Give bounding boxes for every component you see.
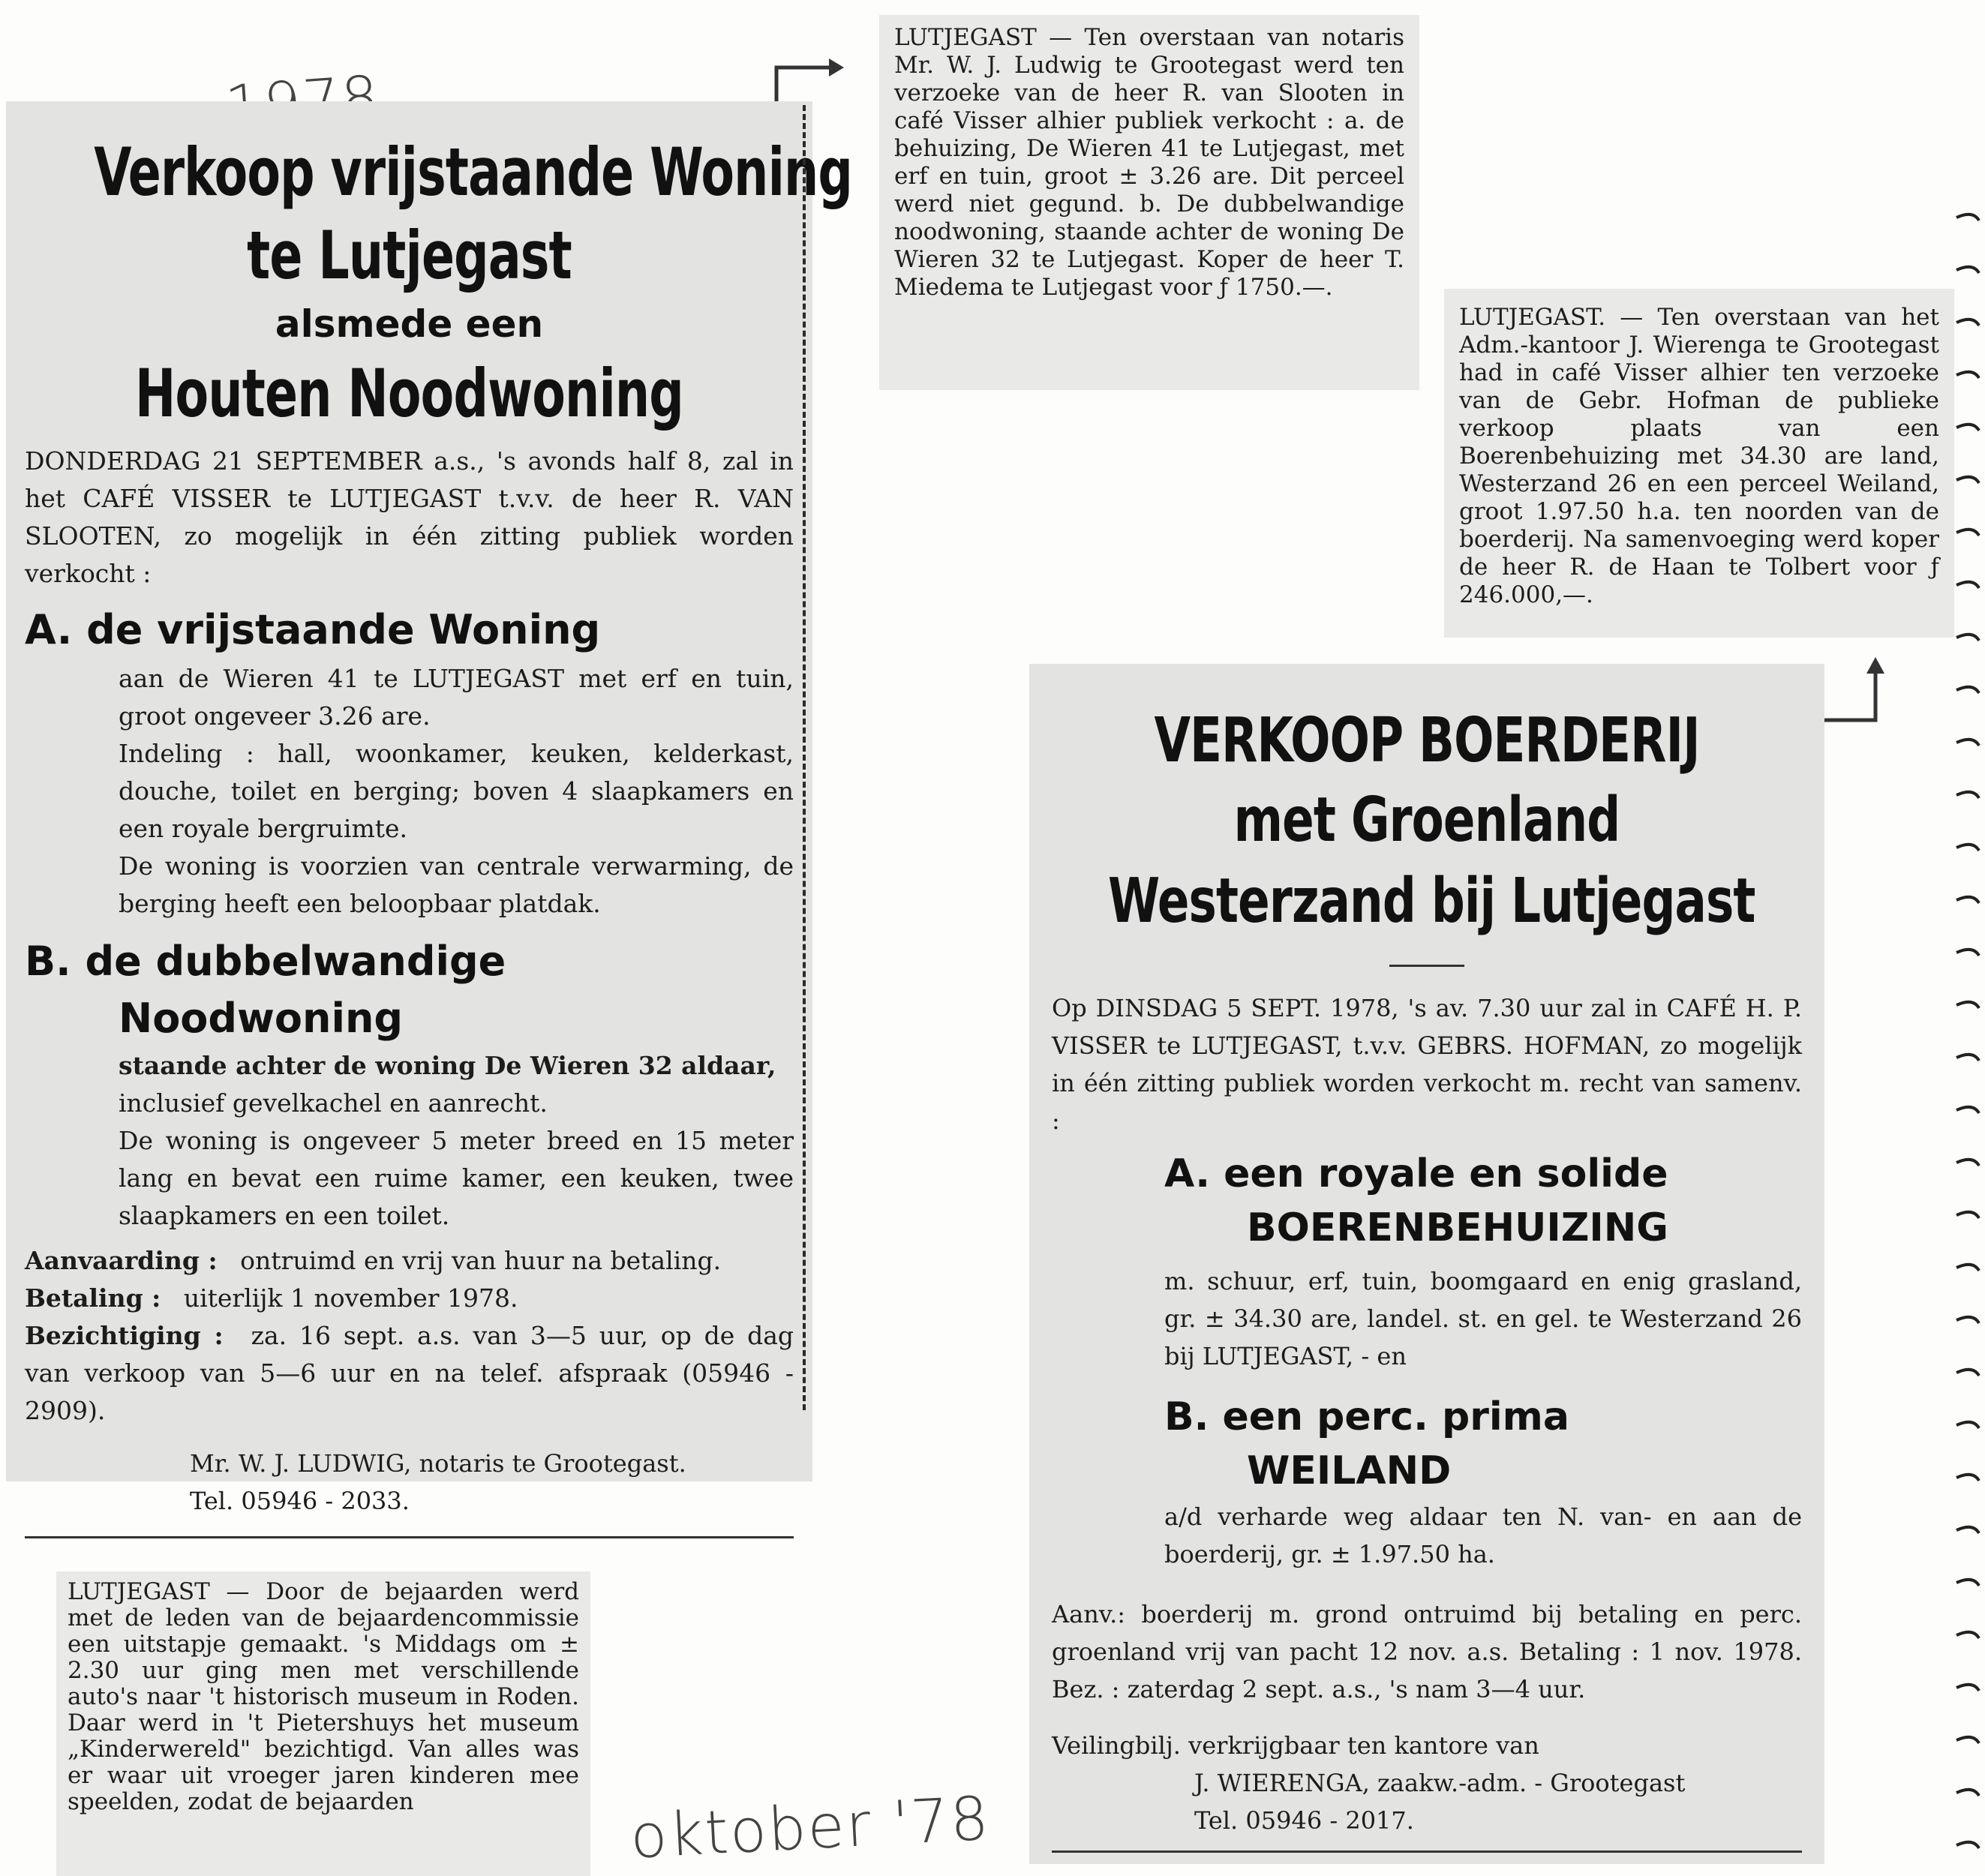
arrow-icon-right — [1819, 653, 1902, 728]
ad-bezichtiging-text: za. 16 sept. a.s. van 3—5 uur, op de dag van verkoop van 5—6 uur en na telef. afspraak (05946 - 2909). — [25, 1321, 794, 1425]
news-clip-verkocht-boerderij — [1444, 289, 1954, 638]
ad-intro: DONDERDAG 21 SEPTEMBER a.s., 's avonds half 8, zal in het CAFÉ VISSER te LUTJEGAST t.v.v. de heer R. VAN SLOOTEN, zo mogelijk in één zitting publiek worden verkocht : — [25, 446, 794, 588]
ad-section-b-location: staande achter de woning De Wieren 32 aldaar, — [119, 1051, 776, 1080]
ad-section-a-indeling: Indeling : hall, woonkamer, keuken, kelderkast, douche, toilet en berging; boven 4 slaapkamers en een royale bergruimte. — [119, 739, 794, 843]
news-right-text: LUTJEGAST. — Ten overstaan van het Adm.-kantoor J. Wierenga te Grootegast had in café Visser alhier ten verzoeke van de Gebr. Hofman de publieke verkoop plaats van een Boerenbehuizing met 34.30 are land, Westerzand 26 en een perceel Weiland, groot 1.97.50 h.a. ten noorden van de boerderij. Na samenvoeging werd koper de heer R. de Haan te Tolbert voor ƒ 246.000,—. — [1459, 304, 1939, 608]
ad-section-b-size: De woning is ongeveer 5 meter breed en 15 meter lang en bevat een ruime kamer, een keuken, twee slaapkamers en een toilet. — [119, 1126, 794, 1230]
ad-headline-3: Houten Noodwoning — [135, 355, 683, 432]
ad2-bottom-rule — [1052, 1850, 1802, 1853]
news-clip-verkocht-woning — [879, 15, 1419, 390]
ad-section-b-title: B. de dubbelwandige — [25, 938, 506, 985]
ad-notary: Mr. W. J. LUDWIG, notaris te Grootegast. — [190, 1449, 686, 1478]
ad-bottom-rule — [25, 1536, 794, 1538]
ad-headline-2: te Lutjegast — [247, 217, 572, 294]
ad-aanvaarding-text: ontruimd en vrij van huur na betaling. — [240, 1246, 722, 1275]
ad-verkoop-boerderij — [1029, 664, 1824, 1864]
ad-betaling-text: uiterlijk 1 november 1978. — [183, 1283, 518, 1313]
ad2-headline-2: met Groenland — [1233, 785, 1620, 856]
ad-bezichtiging — [25, 1317, 794, 1430]
ad2-terms: Aanv.: boerderij m. grond ontruimd bij betaling en perc. groenland vrij van pacht 12 nov. a.s. Betaling : 1 nov. 1978. Bez. : zaterdag 2 sept. a.s., 's nam 3—4 uur. — [1052, 1600, 1802, 1703]
ad2-agent: J. WIERENGA, zaakw.-adm. - Grootegast — [1194, 1769, 1686, 1797]
ad2-veiling: Veilingbilj. verkrijgbaar ten kantore van — [1052, 1731, 1539, 1760]
ad2-tel: Tel. 05946 - 2017. — [1194, 1806, 1414, 1835]
ad2-section-a-title-2: BOERENBEHUIZING — [1247, 1205, 1668, 1250]
ad-subhead: alsmede een — [275, 302, 544, 346]
ad-verkoop-woning — [6, 101, 853, 1515]
ad2-section-a-text: m. schuur, erf, tuin, boomgaard en enig grasland, gr. ± 34.30 are, landel. st. en gel. te Westerzand 26 bij LUTJEGAST, - en — [1164, 1267, 1802, 1370]
ad2-headline-1: VERKOOP BOERDERIJ — [1154, 705, 1700, 776]
ad-section-b-title-2: Noodwoning — [119, 995, 404, 1042]
news-clip-bejaarden — [56, 1571, 590, 1876]
ad2-headline-3: Westerzand bij Lutjegast — [1108, 866, 1755, 937]
ad2-section-a-title: A. een royale en solide — [1164, 1151, 1668, 1196]
ad-aanvaarding — [25, 1242, 794, 1280]
ad2-section-b-title-2: WEILAND — [1247, 1448, 1452, 1493]
ad-section-a-heating: De woning is voorzien van centrale verwarming, de berging heeft een beloopbaar platdak. — [119, 851, 794, 918]
cut-edge — [803, 105, 806, 1410]
ad-section-b-included: inclusief gevelkachel en aanrecht. — [119, 1088, 548, 1118]
ad-bezichtiging-label: Bezichtiging : — [25, 1321, 224, 1350]
ad2-headline-rule — [1389, 965, 1464, 967]
ad2-section-b-title: B. een perc. prima — [1164, 1394, 1569, 1439]
ad-headline-1: Verkoop vrijstaande Woning — [94, 134, 853, 211]
spiral-binding — [1950, 210, 1985, 1868]
news-bottom-text: LUTJEGAST — Door de bejaarden werd met de leden van de bejaardencommissie een uitstapje gemaakt. 's Middags om ± 2.30 uur ging men met verschillende auto's naar 't historisch museum in Roden. Daar werd in 't Pietershuys het museum „Kinderwereld" bezichtigd. Van alles was er waar uit vroeger jaren kinderen mee speelden, zodat de bejaarden — [68, 1578, 579, 1815]
ad2-intro: Op DINSDAG 5 SEPT. 1978, 's av. 7.30 uur zal in CAFÉ H. P. VISSER te LUTJEGAST, t.v.v. GEBRS. HOFMAN, zo mogelijk in één zitting publiek worden verkocht m. recht van samenv. : — [1052, 994, 1802, 1135]
ad2-section-b-text: a/d verharde weg aldaar ten N. van- en aan de boerderij, gr. ± 1.97.50 ha. — [1164, 1502, 1802, 1568]
news-top-text: LUTJEGAST — Ten overstaan van notaris Mr. W. J. Ludwig te Grootegast werd ten verzoeke van de heer R. van Slooten in café Visser alhier publiek verkocht : a. de behuizing, De Wieren 41 te Lutjegast, met erf en tuin, groot ± 3.26 are. Dit perceel werd niet gegund. b. De dubbelwandige noodwoning, staande achter de woning De Wieren 32 te Lutjegast. Koper de heer T. Miedema te Lutjegast voor ƒ 1750.—. — [894, 24, 1404, 301]
ad-betaling-label: Betaling : — [25, 1283, 161, 1313]
ad-betaling — [25, 1280, 794, 1317]
ad-tel: Tel. 05946 - 2033. — [190, 1487, 410, 1515]
ad-section-a-address: aan de Wieren 41 te LUTJEGAST met erf en tuin, groot ongeveer 3.26 are. — [119, 664, 794, 731]
handwritten-month: oktober '78 — [628, 1783, 992, 1872]
ad-section-a-title: A. de vrijstaande Woning — [25, 606, 601, 653]
ad-aanvaarding-label: Aanvaarding : — [25, 1246, 218, 1275]
